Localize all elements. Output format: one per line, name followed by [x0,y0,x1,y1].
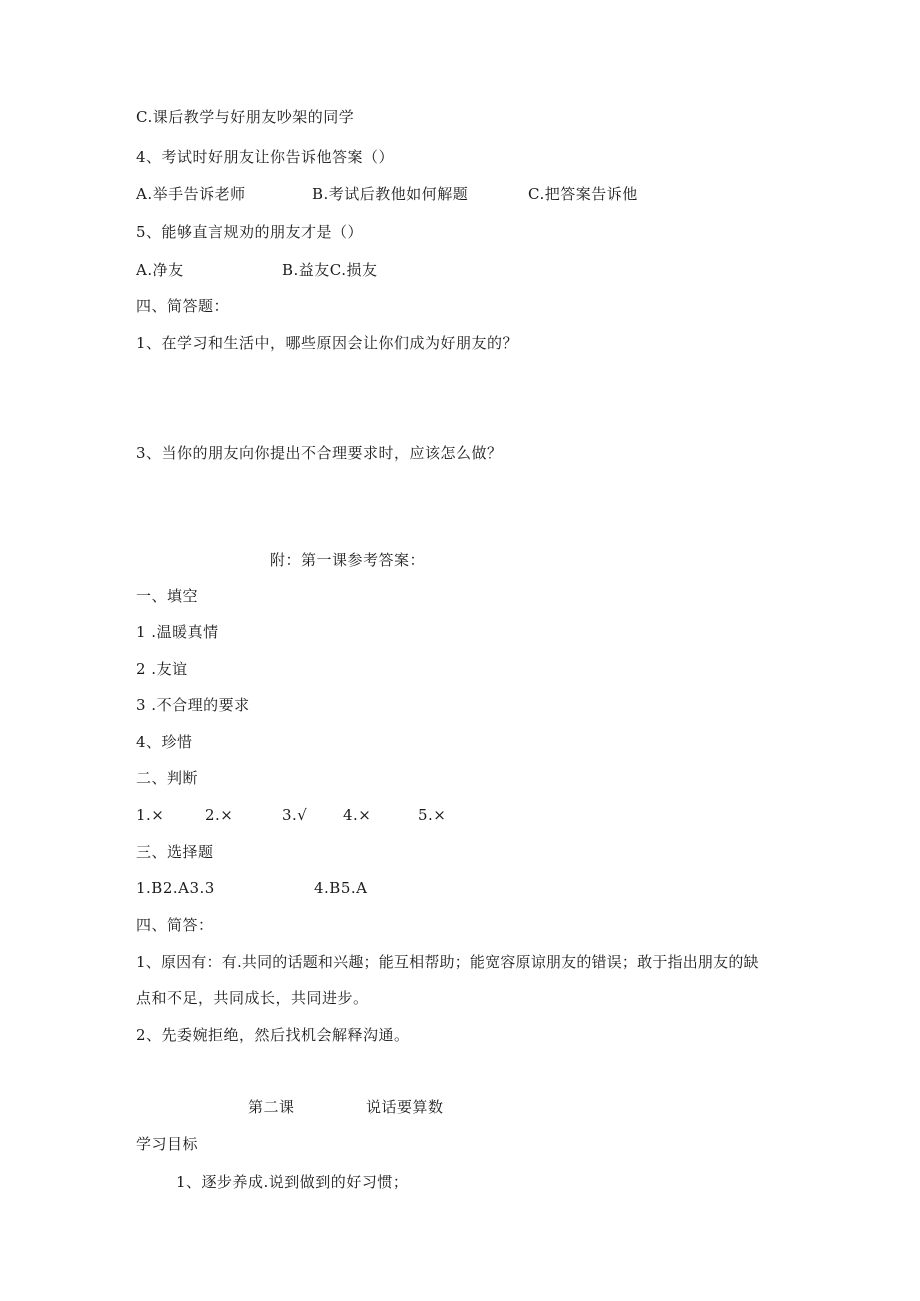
answers-title: 附：第一课参考答案： [270,551,426,569]
question-4-option-b: B.考试后教他如何解题 [312,185,469,203]
fill-answer-1: 1 .温暖真情 [136,623,219,641]
judge-answer-4: 4.× [343,806,372,824]
question-5-option-a: A.净友 [136,261,184,279]
short-answer-1-line-1: 1、原因有：有.共同的话题和兴趣；能互相帮助；能宽容原谅朋友的错误；敢于指出朋友的缺 [136,953,759,971]
short-answer-1-line-2: 点和不足，共同成长，共同进步。 [136,989,369,1007]
lesson-2-title: 说话要算数 [366,1098,444,1116]
short-question-1: 1、在学习和生活中，哪些原因会让你们成为好朋友的？ [136,334,519,352]
short-answer-2: 2、先委婉拒绝，然后找机会解释沟通。 [136,1026,410,1044]
question-3-option-c: C.课后教学与好朋友吵架的同学 [136,108,355,126]
objectives-heading: 学习目标 [136,1135,199,1153]
judge-heading: 二、判断 [136,769,199,787]
judge-answer-2: 2.× [205,806,234,824]
lesson-2-number: 第二课 [248,1098,295,1116]
choice-answers-2: 4.B5.A [314,879,368,897]
judge-answer-5: 5.× [418,806,447,824]
judge-answer-3: 3.√ [282,806,308,824]
objective-1: 1、逐步养成.说到做到的好习惯； [176,1173,409,1191]
fill-answer-4: 4、珍惜 [136,733,193,751]
question-4-option-a: A.举手告诉老师 [136,185,246,203]
section-4-heading: 四、简答题： [136,297,230,315]
fill-heading: 一、填空 [136,587,199,605]
question-5-option-bc: B.益友C.损友 [282,261,378,279]
choice-heading: 三、选择题 [136,843,214,861]
judge-answer-1: 1.× [136,806,165,824]
question-4: 4、考试时好朋友让你告诉他答案（） [136,148,395,166]
question-5: 5、能够直言规劝的朋友才是（） [136,223,364,241]
question-4-option-c: C.把答案告诉他 [528,185,638,203]
choice-answers-1: 1.B2.A3.3 [136,879,215,897]
short-question-3: 3、当你的朋友向你提出不合理要求时，应该怎么做？ [136,444,503,462]
fill-answer-2: 2 .友谊 [136,660,188,678]
short-answer-heading: 四、简答： [136,916,214,934]
fill-answer-3: 3 .不合理的要求 [136,696,250,714]
